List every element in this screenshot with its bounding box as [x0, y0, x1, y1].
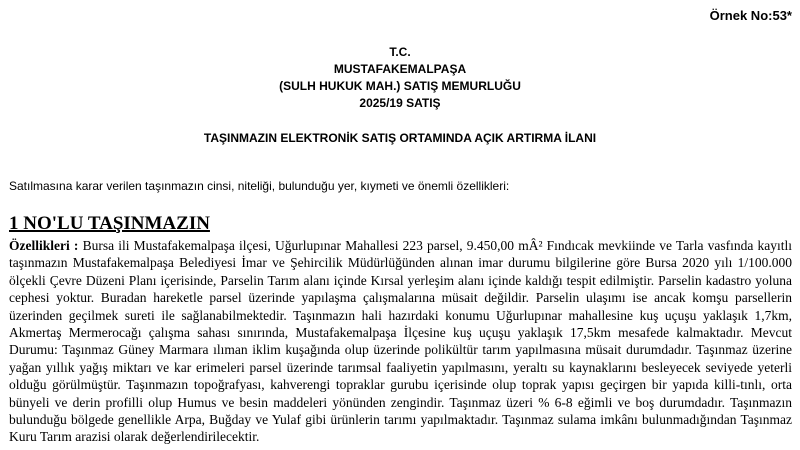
property-title: 1 NO'LU TAŞINMAZIN [9, 213, 210, 234]
header-republic: T.C. [389, 45, 411, 59]
header-district: MUSTAFAKEMALPAŞA [333, 62, 467, 76]
header-office: (SULH HUKUK MAH.) SATIŞ MEMURLUĞU [279, 79, 521, 93]
header-case-number: 2025/19 SATIŞ [359, 96, 441, 110]
property-description [9, 237, 792, 446]
features-text: Bursa ili Mustafakemalpaşa ilçesi, Uğurlupınar Mahallesi 223 parsel, 9.450,00 mÂ² Fındıcak mevkiinde ve Tarla vasfında kayıtlı taşınmazın Mustafakemalpaşa Belediyesi İmar ve Şehircilik Müdürlüğünden alınan imar durumu bilgilerine göre Bursa 2020 yılı 1/100.000 ölçekli Çevre Düzeni Planı içerisinde, Parselin Tarım alanı içinde Kırsal yerleşim alanı içinde kaldığı tespit edilmiştir. Parselin kadastro yoluna cephesi yoktur. Buradan hareketle parsel üzerinde yapılaşma çalışmalarına müsait değildir. Parselin ulaşımı ise ancak komşu parsellerin üzerinden geçilmek sureti ile sağlanabilmektedir. Taşınmazın hali hazırdaki konumu Uğurlupınar mahallesine kuş uçuşu yaklaşık 1,7km, Akmertaş Mermerocağı çalışma sahası sınırında, Mustafakemalpaşa İlçesine kuş uçuşu yaklaşık 17,5km mesafede kalmaktadır. Mevcut Durumu: Taşınmaz Güney Marmara ılıman iklim kuşağında olup üzerinde polikültür tarım yapılmasına müsait durumdadır. Taşınmaz üzerine yağan yıllık yağış miktarı ve kar erimeleri parsel üzerinde tarımsal faaliyetin yapılmasını, yeraltı su kaynaklarını besleyecek seviyede yeterli olduğu görülmüştür. Taşınmazın topoğrafyası, kahverengi topraklar gurubu içerisinde olup toprak yapısı geçirgen bir yapıda killi-tınlı, orta bünyeli ve derin profilli olup Humus ve besin maddeleri yönünden zengindir. Taşınmaz üzeri % 6-8 eğimli ve boş durumdadır. Taşınmazın bulunduğu bölgede genellikle Arpa, Buğday ve Yulaf gibi ürünlerin tarımı yapılmaktadır. Taşınmaz sulama imkânı bulunmadığından Taşınmaz Kuru Tarım arazisi olarak değerlendirilecektir. [9, 238, 792, 445]
sample-number: Örnek No:53* [709, 8, 792, 23]
document-header [0, 44, 800, 112]
announcement-title: TAŞINMAZIN ELEKTRONİK SATIŞ ORTAMINDA AÇIK ARTIRMA İLANI [203, 131, 597, 145]
intro-text: Satılmasına karar verilen taşınmazın cinsi, niteliği, bulunduğu yer, kıymeti ve önemli özellikleri: [9, 179, 510, 193]
features-label: Özellikleri : [9, 238, 79, 253]
